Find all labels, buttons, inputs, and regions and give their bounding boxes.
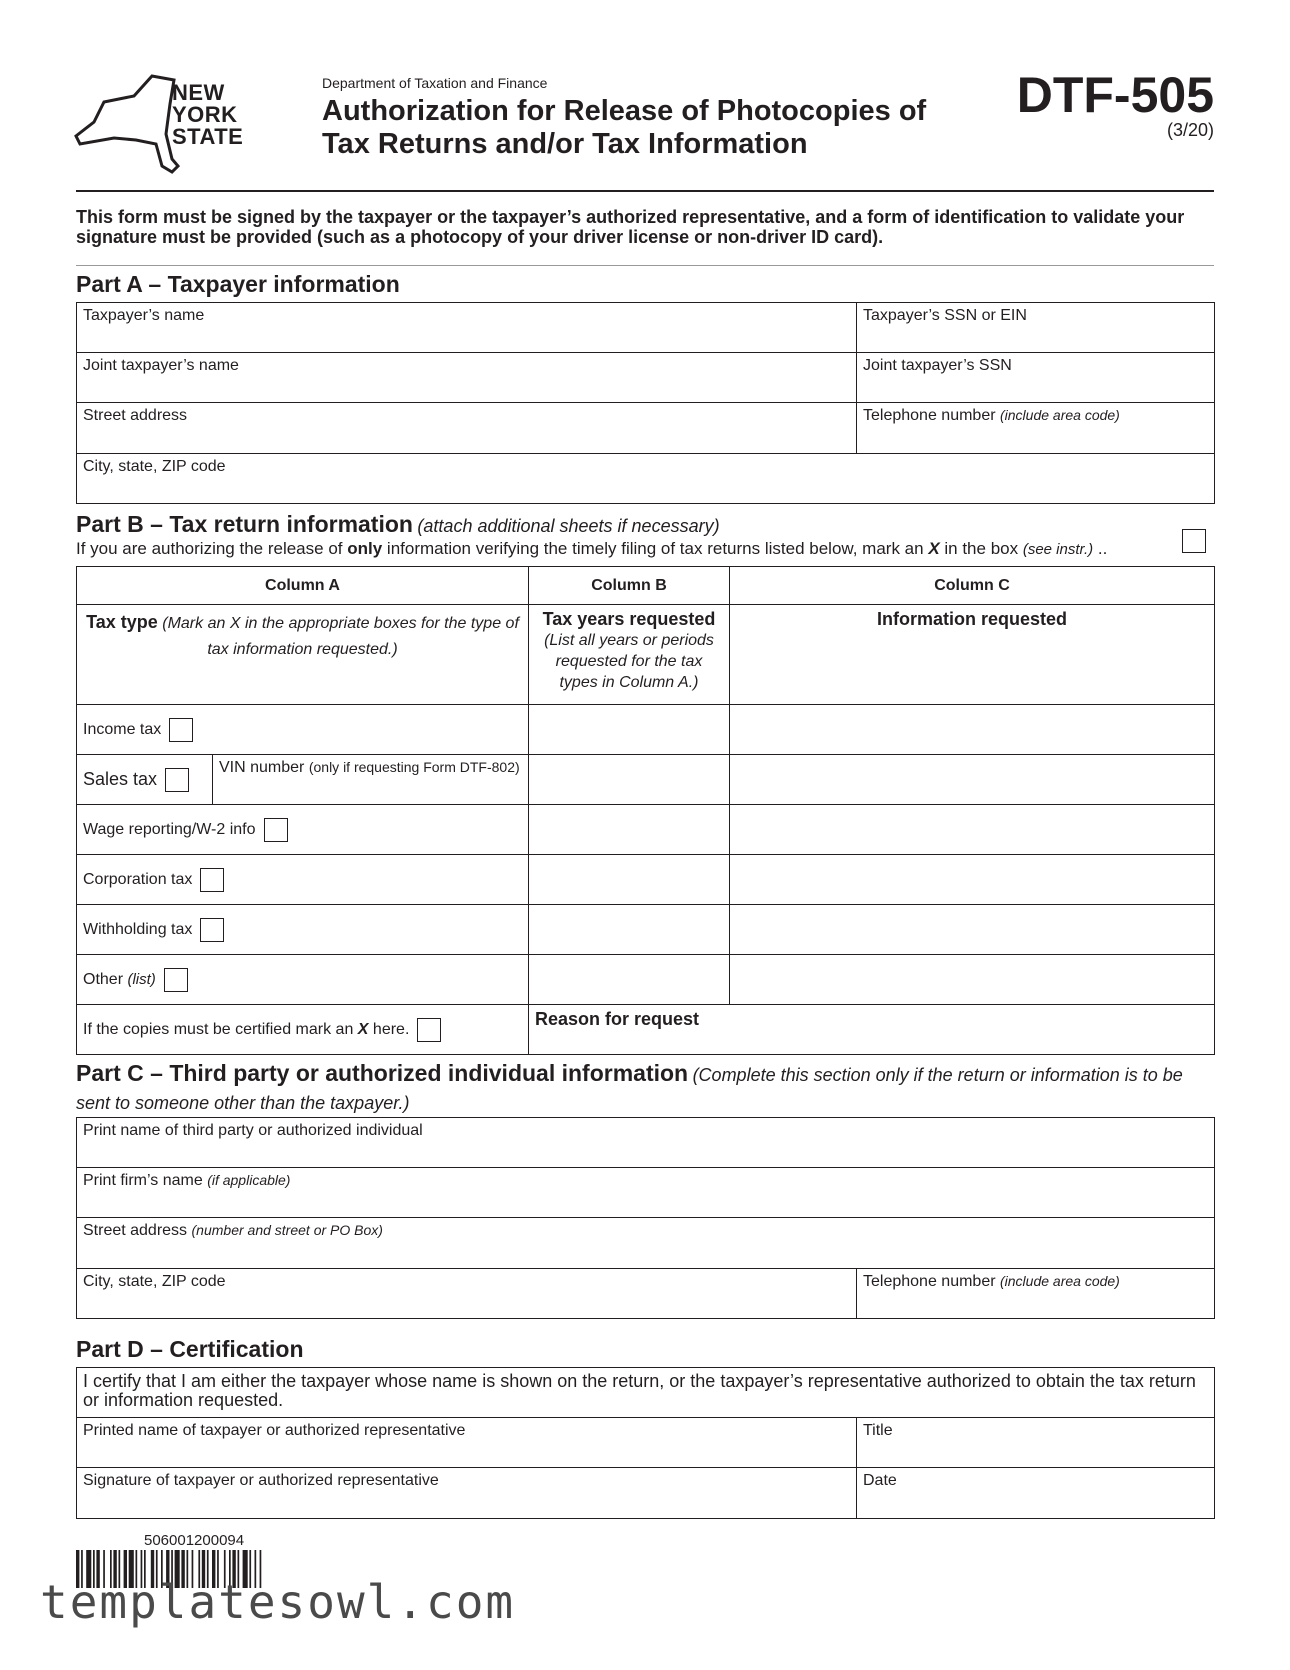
sales-tax-info-field[interactable] — [730, 755, 1215, 805]
street-address-field[interactable] — [77, 403, 857, 454]
wage-reporting-info-field[interactable] — [730, 805, 1215, 855]
taxpayer-name-field[interactable] — [77, 303, 857, 353]
form-title-line-2: Tax Returns and/or Tax Information — [322, 128, 808, 160]
part-b-heading: Part B – Tax return information — [76, 511, 413, 537]
header-divider — [76, 190, 1214, 192]
reason-for-request-label: Reason for request — [535, 1009, 700, 1029]
column-a-subheader — [77, 605, 529, 705]
street-address-label: Street address — [83, 407, 188, 424]
column-c-header: Column C — [730, 567, 1215, 605]
corporation-tax-info-field[interactable] — [730, 855, 1215, 905]
telephone-note: (include area code) — [1000, 407, 1120, 423]
part-d-table — [76, 1367, 1215, 1519]
form-title-line-1: Authorization for Release of Photocopies of — [322, 95, 927, 127]
income-tax-row — [77, 705, 529, 755]
title-field[interactable] — [857, 1418, 1215, 1468]
other-tax-years-field[interactable] — [529, 955, 730, 1005]
third-party-street-note: (number and street or PO Box) — [191, 1222, 383, 1238]
part-d-heading: Part D – Certification — [76, 1336, 304, 1362]
form-number: DTF-505 — [1016, 67, 1214, 123]
certified-post: here. — [368, 1020, 410, 1038]
instr-pre: If you are authorizing the release of — [76, 539, 348, 558]
telephone-label: Telephone number — [863, 407, 996, 424]
column-a-header: Column A — [77, 567, 529, 605]
other-tax-info-field[interactable] — [730, 955, 1215, 1005]
sales-tax-cell — [77, 755, 213, 804]
part-c-table — [76, 1117, 1215, 1319]
instr-only: only — [347, 539, 383, 558]
vin-number-note: (only if requesting Form DTF-802) — [308, 759, 520, 775]
joint-ssn-label: Joint taxpayer’s SSN — [863, 357, 1012, 374]
sales-tax-label: Sales tax — [83, 769, 158, 789]
vin-number-label: VIN number — [219, 759, 305, 776]
logo-line-3: STATE — [172, 124, 244, 149]
third-party-street-field[interactable] — [77, 1218, 1215, 1269]
form-title — [322, 95, 926, 161]
other-tax-note: (list) — [127, 970, 156, 988]
instr-post: in the box — [939, 539, 1023, 558]
wage-reporting-years-field[interactable] — [529, 805, 730, 855]
part-c-heading-note: (Complete this section only if the return or information is to be sent to someone other than the taxpayer.) — [76, 1065, 1183, 1113]
city-state-zip-field[interactable] — [77, 454, 1215, 504]
wage-reporting-label: Wage reporting/W-2 info — [83, 820, 256, 838]
third-party-name-field[interactable] — [77, 1118, 1215, 1168]
form-revision: (3/20) — [1166, 120, 1214, 140]
firm-name-field[interactable] — [77, 1168, 1215, 1218]
taxpayer-ssn-field[interactable] — [857, 303, 1215, 353]
printed-name-label: Printed name of taxpayer or authorized representative — [83, 1422, 466, 1439]
signature-label: Signature of taxpayer or authorized representative — [83, 1472, 439, 1489]
joint-name-label: Joint taxpayer’s name — [83, 357, 239, 374]
part-c-heading-row — [76, 1061, 1216, 1117]
withholding-tax-years-field[interactable] — [529, 905, 730, 955]
vin-number-field[interactable] — [213, 755, 528, 804]
signature-notice: This form must be signed by the taxpayer or the taxpayer’s authorized representative, and a form of identification to validate your signature must be provided (such as a photocopy of your driver license or non-driver ID card). — [76, 207, 1185, 247]
telephone-field[interactable] — [857, 403, 1215, 454]
certified-pre: If the copies must be certified mark an — [83, 1020, 358, 1038]
printed-name-field[interactable] — [77, 1418, 857, 1468]
other-tax-label: Other — [83, 970, 124, 988]
column-a-sub-italic: (Mark an X in the appropriate boxes for the type of tax information requested.) — [162, 615, 519, 658]
part-b-heading-note: (attach additional sheets if necessary) — [417, 516, 720, 536]
other-tax-row — [77, 955, 529, 1005]
timely-filing-checkbox[interactable] — [1182, 529, 1206, 553]
watermark: templatesowl.com — [40, 1575, 516, 1629]
certified-copies-checkbox[interactable] — [417, 1018, 441, 1042]
sales-tax-row — [77, 755, 529, 805]
instr-mid: information verifying the timely filing of tax returns listed below, mark an — [382, 539, 929, 558]
withholding-tax-info-field[interactable] — [730, 905, 1215, 955]
department-name: Department of Taxation and Finance — [322, 75, 548, 91]
firm-name-note: (if applicable) — [207, 1172, 291, 1188]
column-b-header: Column B — [529, 567, 730, 605]
third-party-phone-note: (include area code) — [1000, 1273, 1120, 1289]
date-label: Date — [863, 1472, 897, 1489]
corporation-tax-checkbox[interactable] — [200, 868, 224, 892]
certification-statement: I certify that I am either the taxpayer whose name is shown on the return, or the taxpayer’s representative authorized to obtain the tax return or information requested. — [77, 1368, 1215, 1418]
timely-filing-instruction — [76, 539, 1107, 559]
part-c-heading: Part C – Third party or authorized individual information — [76, 1060, 689, 1086]
column-c-subheader — [730, 605, 1215, 705]
part-b-heading-row — [76, 511, 720, 538]
logo-line-1: NEW — [172, 80, 225, 105]
part-a-table — [76, 302, 1215, 504]
third-party-street-label: Street address — [83, 1222, 188, 1239]
signature-field[interactable] — [77, 1468, 857, 1519]
sales-tax-years-field[interactable] — [529, 755, 730, 805]
income-tax-info-field[interactable] — [730, 705, 1215, 755]
taxpayer-name-label: Taxpayer’s name — [83, 307, 205, 324]
corporation-tax-row — [77, 855, 529, 905]
reason-for-request-field[interactable] — [529, 1005, 1215, 1055]
notice-divider — [76, 265, 1214, 266]
city-state-zip-label: City, state, ZIP code — [83, 458, 226, 475]
wage-reporting-row — [77, 805, 529, 855]
sales-tax-checkbox[interactable] — [165, 768, 189, 792]
column-a-sub-bold: Tax type — [86, 612, 158, 632]
other-tax-checkbox[interactable] — [164, 968, 188, 992]
certified-x: X — [357, 1020, 369, 1038]
withholding-tax-row — [77, 905, 529, 955]
logo-text — [172, 82, 243, 148]
third-party-name-label: Print name of third party or authorized individual — [83, 1122, 423, 1139]
withholding-tax-label: Withholding tax — [83, 920, 193, 938]
firm-name-label: Print firm’s name — [83, 1172, 203, 1189]
withholding-tax-checkbox[interactable] — [200, 918, 224, 942]
third-party-phone-field[interactable] — [857, 1269, 1215, 1319]
part-a-heading: Part A – Taxpayer information — [76, 271, 400, 297]
title-label: Title — [863, 1422, 893, 1439]
income-tax-label: Income tax — [83, 720, 162, 738]
column-b-sub-bold: Tax years requested — [542, 609, 716, 629]
wage-reporting-checkbox[interactable] — [264, 818, 288, 842]
taxpayer-ssn-label: Taxpayer’s SSN or EIN — [863, 307, 1027, 324]
third-party-city-field[interactable] — [77, 1269, 857, 1319]
instr-see: (see instr.) — [1022, 541, 1094, 558]
column-c-sub-bold: Information requested — [876, 609, 1068, 629]
instr-dots: .. — [1093, 539, 1108, 558]
income-tax-years-field[interactable] — [529, 705, 730, 755]
joint-ssn-field[interactable] — [857, 353, 1215, 403]
column-b-subheader — [529, 605, 730, 705]
logo-line-2: YORK — [172, 102, 238, 127]
corporation-tax-label: Corporation tax — [83, 870, 193, 888]
certified-copies-row — [77, 1005, 529, 1055]
third-party-city-label: City, state, ZIP code — [83, 1273, 226, 1290]
corporation-tax-years-field[interactable] — [529, 855, 730, 905]
instr-x: X — [928, 539, 940, 558]
part-b-table — [76, 566, 1215, 1055]
third-party-phone-label: Telephone number — [863, 1273, 996, 1290]
date-field[interactable] — [857, 1468, 1215, 1519]
column-b-sub-italic: (List all years or periods requested for the tax types in Column A.) — [544, 632, 714, 691]
joint-name-field[interactable] — [77, 353, 857, 403]
income-tax-checkbox[interactable] — [169, 718, 193, 742]
barcode-number: 506001200094 — [144, 1532, 245, 1549]
